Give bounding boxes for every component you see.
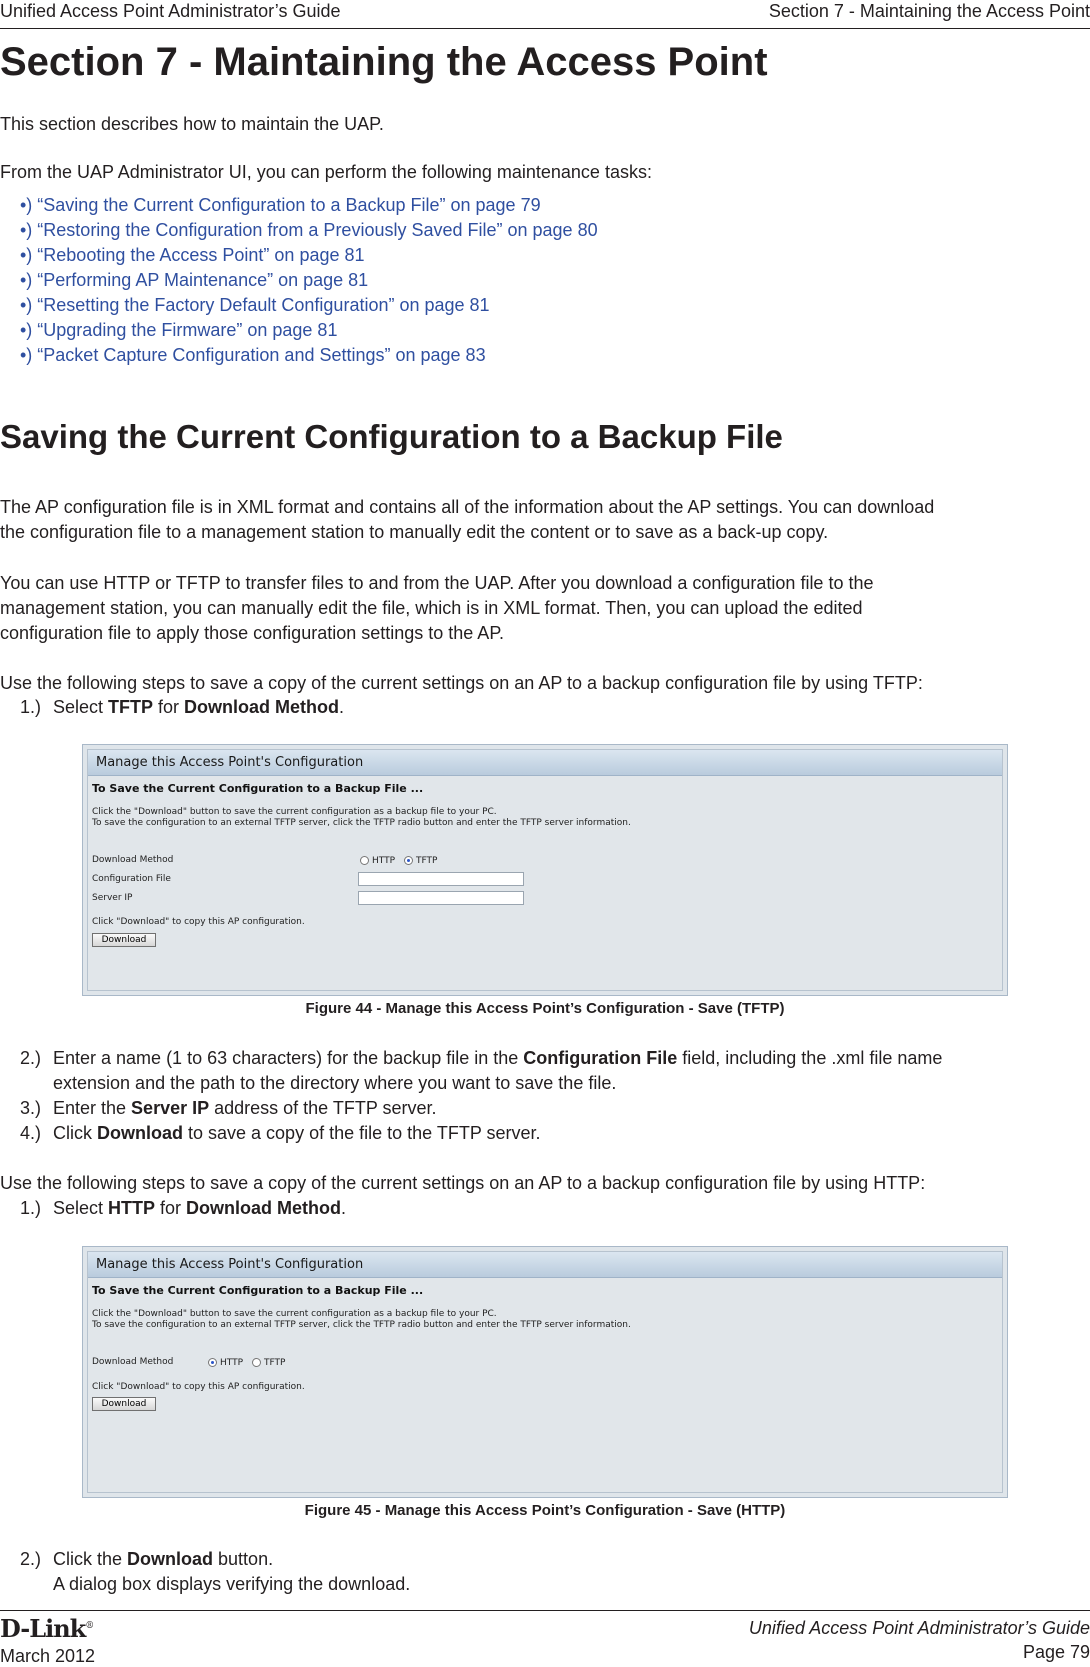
step-text: field, including the .xml file name: [677, 1048, 943, 1068]
dlink-logo: [0, 1614, 93, 1643]
help-text-1: Click the "Download" button to save the current configuration as a backup file to your PC.: [92, 1309, 497, 1319]
step-number: 1.): [20, 1198, 42, 1218]
radio-http-label: HTTP: [372, 856, 396, 866]
page-title: Section 7 - Maintaining the Access Point: [0, 40, 768, 84]
http-step-1: [20, 1195, 346, 1221]
step-number: 3.): [20, 1098, 42, 1118]
para2-line3: configuration file to apply those configuration settings to the AP.: [0, 623, 504, 643]
config-panel: [87, 1251, 1003, 1493]
task-link-rebooting[interactable]: •) “Rebooting the Access Point” on page 81: [20, 245, 365, 265]
copy-instruction: Click "Download" to copy this AP configuration.: [92, 917, 305, 927]
label-download-method: Download Method: [92, 855, 174, 865]
para2-line1: You can use HTTP or TFTP to transfer files to and from the UAP. After you download a configuration file to the: [0, 573, 874, 593]
server-ip-input[interactable]: [358, 891, 524, 905]
help-text-2: To save the configuration to an external TFTP server, click the TFTP radio button and enter the TFTP server information.: [92, 818, 631, 828]
step-bold: Download: [127, 1549, 214, 1569]
step-text: to save a copy of the file to the TFTP server.: [183, 1123, 541, 1143]
step-text: Click the: [53, 1549, 128, 1569]
step-number: 1.): [20, 697, 42, 717]
label-configuration-file: Configuration File: [92, 874, 171, 884]
step-bold: Configuration File: [523, 1048, 678, 1068]
task-link-packet-capture[interactable]: •) “Packet Capture Configuration and Settings” on page 83: [20, 345, 486, 365]
step-bold: HTTP: [108, 1198, 156, 1218]
page-header: [0, 0, 1090, 29]
download-button[interactable]: Download: [92, 933, 156, 947]
radio-tftp[interactable]: [252, 1358, 261, 1367]
task-link-maintenance[interactable]: •) “Performing AP Maintenance” on page 81: [20, 270, 369, 290]
step-text: button.: [213, 1549, 274, 1569]
download-button[interactable]: Download: [92, 1397, 156, 1411]
step-bold: TFTP: [108, 697, 154, 717]
tftp-step-2: [20, 1045, 942, 1071]
step-bold: Download Method: [186, 1198, 342, 1218]
step-text: .: [341, 1198, 347, 1218]
tftp-step-3: [20, 1095, 437, 1121]
step-text: for: [153, 697, 185, 717]
radio-http[interactable]: [360, 856, 369, 865]
figure-44-caption: Figure 44 - Manage this Access Point’s Configuration - Save (TFTP): [305, 1000, 785, 1017]
footer-guide-title: Unified Access Point Administrator’s Guide: [748, 1618, 1090, 1638]
figure-tftp-screenshot: [82, 744, 1008, 996]
step-text: Enter the: [53, 1098, 132, 1118]
tftp-step-1: [20, 694, 344, 720]
label-download-method: Download Method: [92, 1357, 174, 1367]
task-link-upgrading[interactable]: •) “Upgrading the Firmware” on page 81: [20, 320, 338, 340]
radio-http[interactable]: [208, 1358, 217, 1367]
para1-line1: The AP configuration file is in XML format and contains all of the information about the AP settings. You can download: [0, 497, 935, 517]
task-link-restoring[interactable]: •) “Restoring the Configuration from a Previously Saved File” on page 80: [20, 220, 598, 240]
footer-rule: [0, 1610, 1090, 1611]
step-text: .: [339, 697, 345, 717]
step-text: Enter a name (1 to 63 characters) for the backup file in the: [53, 1048, 524, 1068]
copy-instruction: Click "Download" to copy this AP configuration.: [92, 1382, 305, 1392]
http-intro: Use the following steps to save a copy of the current settings on an AP to a backup configuration file by using HTTP:: [0, 1173, 926, 1193]
step-text: for: [155, 1198, 187, 1218]
step-number: 2.): [20, 1549, 42, 1569]
tftp-step-4: [20, 1120, 541, 1146]
help-text-1: Click the "Download" button to save the current configuration as a backup file to your PC.: [92, 807, 497, 817]
footer-date: March 2012: [0, 1646, 96, 1666]
panel-subtitle: To Save the Current Configuration to a Backup File ...: [92, 782, 424, 795]
tftp-intro: Use the following steps to save a copy of the current settings on an AP to a backup configuration file by using TFTP:: [0, 673, 923, 693]
label-server-ip: Server IP: [92, 893, 133, 903]
step-bold: Server IP: [131, 1098, 210, 1118]
help-text-2: To save the configuration to an external TFTP server, click the TFTP radio button and enter the TFTP server information.: [92, 1320, 631, 1330]
step-bold: Download: [97, 1123, 183, 1143]
step-text: address of the TFTP server.: [209, 1098, 437, 1118]
step-bold: Download Method: [184, 697, 340, 717]
header-section-title: Section 7 - Maintaining the Access Point: [768, 1, 1090, 21]
config-panel: [87, 749, 1003, 991]
radio-http-label: HTTP: [220, 1358, 244, 1368]
tasks-intro: From the UAP Administrator UI, you can perform the following maintenance tasks:: [0, 162, 652, 182]
para1-line2: the configuration file to a management station to manually edit the content or to save as a back-up copy.: [0, 522, 829, 542]
footer-page-number: Page 79: [1022, 1642, 1090, 1662]
logo-mark: ®: [85, 1621, 94, 1631]
radio-tftp-label: TFTP: [264, 1358, 286, 1368]
step-text: Select: [53, 697, 109, 717]
radio-tftp[interactable]: [404, 856, 413, 865]
task-link-saving[interactable]: •) “Saving the Current Configuration to a Backup File” on page 79: [20, 195, 541, 215]
figure-45-caption: Figure 45 - Manage this Access Point’s Configuration - Save (HTTP): [304, 1502, 786, 1519]
panel-title: Manage this Access Point's Configuration: [88, 750, 1002, 776]
tftp-step-2-continued: extension and the path to the directory where you want to save the file.: [53, 1073, 617, 1093]
step-number: 4.): [20, 1123, 42, 1143]
step-text: Click: [53, 1123, 97, 1143]
task-list: [20, 193, 598, 368]
task-link-factory-default[interactable]: •) “Resetting the Factory Default Configuration” on page 81: [20, 295, 490, 315]
section-heading: Saving the Current Configuration to a Backup File: [0, 418, 783, 455]
intro-text: This section describes how to maintain the UAP.: [0, 114, 384, 134]
figure-http-screenshot: [82, 1246, 1008, 1498]
step-text: Select: [53, 1198, 109, 1218]
step-number: 2.): [20, 1048, 42, 1068]
panel-title: Manage this Access Point's Configuration: [88, 1252, 1002, 1278]
radio-tftp-label: TFTP: [416, 856, 438, 866]
header-guide-title: Unified Access Point Administrator’s Guide: [0, 1, 341, 21]
panel-subtitle: To Save the Current Configuration to a Backup File ...: [92, 1284, 424, 1297]
configuration-file-input[interactable]: [358, 872, 524, 886]
http-step-2: [20, 1546, 273, 1572]
para2-line2: management station, you can manually edit the file, which is in XML format. Then, you can upload the edited: [0, 598, 863, 618]
logo-text: D-Link: [0, 1614, 86, 1643]
http-step-2-continued: A dialog box displays verifying the download.: [53, 1574, 411, 1594]
